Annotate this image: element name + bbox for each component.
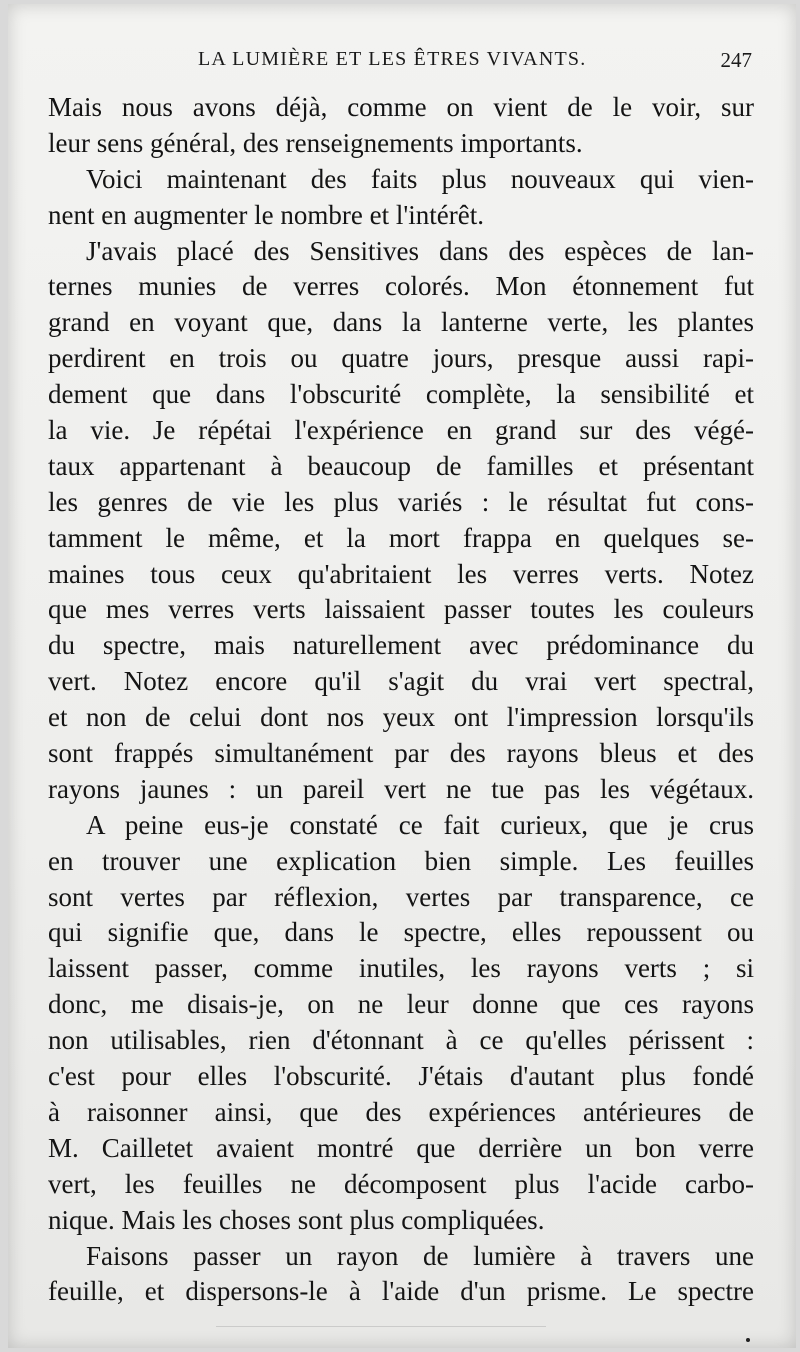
text-line: M. Cailletet avaient montré que derrière un bon verre (48, 1132, 754, 1163)
text-line: ternes munies de verres colorés. Mon étonnement fut (48, 271, 754, 302)
text-line: sont vertes par réflexion, vertes par transparence, ce (48, 881, 754, 912)
text-line: vert, les feuilles ne décomposent plus l'acide carbo- (48, 1168, 754, 1199)
text-line: J'avais placé des Sensitives dans des espèces de lan- (86, 235, 754, 266)
body-text (48, 90, 754, 1310)
text-line: les genres de vie les plus variés : le résultat fut cons- (48, 486, 754, 517)
page-bottom-rule (216, 1326, 546, 1331)
running-title: LA LUMIÈRE ET LES ÊTRES VIVANTS. (198, 48, 587, 70)
page-header (8, 48, 796, 78)
text-line: taux appartenant à beaucoup de familles et présentant (48, 450, 754, 481)
text-line: à raisonner ainsi, que des expériences antérieures de (48, 1096, 754, 1127)
text-line: et non de celui dont nos yeux ont l'impression lorsqu'ils (48, 702, 754, 733)
text-line: non utilisables, rien d'étonnant à ce qu'elles périssent : (48, 1025, 754, 1056)
text-line: leur sens général, des renseignements importants. (48, 127, 583, 158)
text-line: nique. Mais les choses sont plus compliquées. (48, 1204, 545, 1235)
text-line: perdirent en trois ou quatre jours, presque aussi rapi- (48, 343, 754, 374)
text-line: tamment le même, et la mort frappa en quelques se- (48, 522, 754, 553)
text-line: en trouver une explication bien simple. Les feuilles (48, 845, 754, 876)
text-line: Mais nous avons déjà, comme on vient de le voir, sur (48, 92, 754, 122)
text-line: la vie. Je répétai l'expérience en grand sur des végé- (48, 415, 754, 446)
text-line: sont frappés simultanément par des rayons bleus et des (48, 738, 754, 769)
text-line: vert. Notez encore qu'il s'agit du vrai vert spectral, (48, 666, 754, 697)
text-line: dement que dans l'obscurité complète, la sensibilité et (48, 379, 754, 410)
ink-dot (746, 1338, 750, 1342)
page-number: 247 (720, 48, 752, 72)
text-line: qui signifie que, dans le spectre, elles repoussent ou (48, 917, 754, 948)
text-line: maines tous ceux qu'abritaient les verres verts. Notez (48, 558, 754, 589)
book-page (8, 4, 796, 1348)
text-line: nent en augmenter le nombre et l'intérêt. (48, 199, 484, 230)
text-line: que mes verres verts laissaient passer toutes les couleurs (48, 594, 754, 625)
text-line: grand en voyant que, dans la lanterne verte, les plantes (48, 307, 754, 338)
text-line: donc, me disais-je, on ne leur donne que ces rayons (48, 989, 754, 1020)
text-line: A peine eus-je constaté ce fait curieux, que je crus (86, 809, 754, 840)
text-line: du spectre, mais naturellement avec prédominance du (48, 630, 754, 661)
text-line: c'est pour elles l'obscurité. J'étais d'autant plus fondé (48, 1061, 754, 1092)
text-line: laissent passer, comme inutiles, les rayons verts ; si (48, 953, 754, 984)
text-line: Voici maintenant des faits plus nouveaux qui vien- (86, 163, 754, 194)
text-line: rayons jaunes : un pareil vert ne tue pas les végétaux. (48, 773, 754, 804)
text-line: Faisons passer un rayon de lumière à travers une (86, 1240, 754, 1271)
text-line: feuille, et dispersons-le à l'aide d'un prisme. Le spectre (48, 1276, 754, 1307)
